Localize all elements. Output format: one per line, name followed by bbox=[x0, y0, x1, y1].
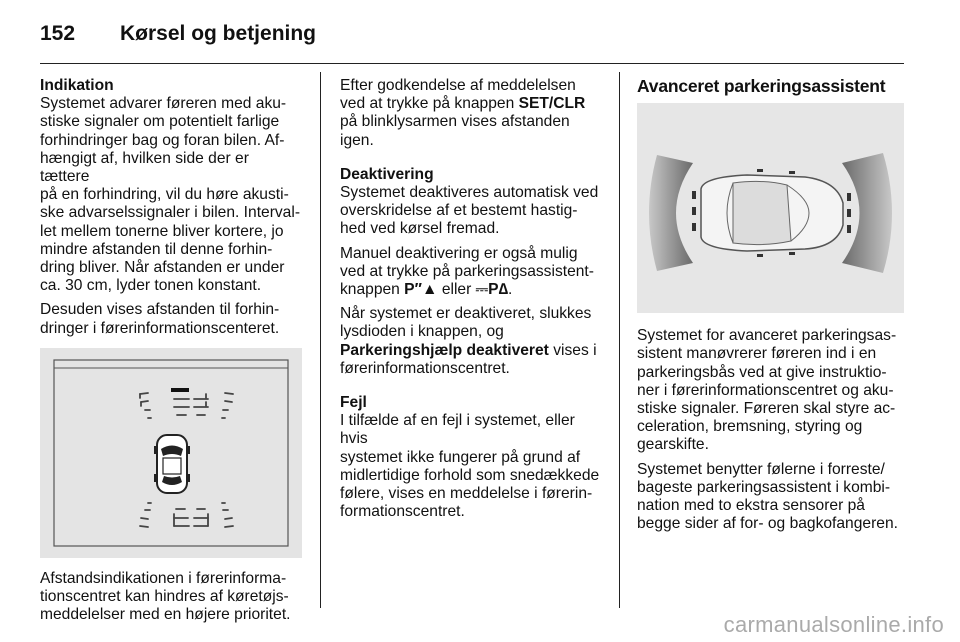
paragraph-led-off bbox=[340, 305, 605, 378]
paragraph-priority: Afstandsindikationen i førerinforma- tionscentret kan hindres af køretøjs- meddelelser med en højere prioritet. bbox=[40, 569, 291, 624]
paragraph-setclr bbox=[340, 77, 605, 150]
parking-assist-button-icon: P′′▲ bbox=[404, 281, 438, 299]
led-text-b: vises i førerinformationscentret. bbox=[340, 341, 597, 377]
manual-text-a: Manuel deaktivering er også mulig ved at trykke på parkeringsassistent- knappen bbox=[340, 244, 594, 299]
setclr-button-label: SET/CLR bbox=[518, 95, 586, 113]
car-top-view-icon bbox=[701, 175, 843, 251]
paragraph-sensors: Systemet benytter følerne i forreste/ bageste parkeringsassistent i kombi- nation med to ekstra sensorer på begge sider af for- og bagkofangeren. bbox=[637, 460, 898, 533]
heading-fejl: Fejl bbox=[340, 394, 367, 412]
column-3 bbox=[637, 77, 904, 539]
distance-display-illustration bbox=[40, 348, 302, 558]
heading-deaktivering: Deaktivering bbox=[340, 165, 434, 183]
paragraph-manual-deactivation bbox=[340, 245, 605, 300]
page-number: 152 bbox=[40, 22, 76, 45]
paragraph-auto-deactivation: Systemet deaktiveres automatisk ved overskridelse af et bestemt hastig- hed ved kørsel fremad. bbox=[340, 184, 599, 238]
parking-sensor-coverage-illustration bbox=[637, 103, 904, 313]
car-icon bbox=[154, 435, 190, 493]
paragraph-advanced-intro: Systemet for avanceret parkeringsas- sistent manøvrerer føreren ind i en parkeringsbås ved at give instruktio- ner i førerinformationscentret og aku- stiske signaler. Føreren skal styre ac- celeration, bremsning, styring og gearskifte. bbox=[637, 327, 897, 454]
manual-text-end: . bbox=[508, 281, 513, 299]
heading-indikation: Indikation bbox=[40, 77, 114, 94]
page-header bbox=[40, 18, 904, 62]
header-rule bbox=[40, 63, 904, 64]
watermark: carmanualsonline.info bbox=[723, 612, 944, 637]
setclr-text-b: på blinklysarmen vises afstanden igen. bbox=[340, 113, 570, 149]
paragraph-distance: Desuden vises afstanden til forhin- dringer i førerinformationscenteret. bbox=[40, 301, 280, 337]
column-divider-2 bbox=[619, 72, 620, 608]
column-divider-1 bbox=[320, 72, 321, 608]
paragraph-fault: I tilfælde af en fejl i systemet, eller hvis systemet ikke fungerer på grund af midlertidige forhold som snedækkede følere, vises en meddelelse i førerin- formationscentret. bbox=[340, 412, 600, 521]
advanced-parking-figure bbox=[637, 103, 904, 313]
distance-display-figure bbox=[40, 348, 302, 558]
chapter-title: Kørsel og betjening bbox=[120, 22, 317, 45]
deactivated-message-label: Parkeringshjælp deaktiveret bbox=[340, 341, 549, 359]
column-2 bbox=[340, 77, 605, 527]
column-1 bbox=[40, 77, 302, 630]
advanced-parking-button-icon: ⎓P∆ bbox=[475, 281, 509, 299]
paragraph-indikation: Systemet advarer føreren med aku- stiske signaler om potentielt farlige forhindringer bag og foran bilen. Af- hængigt af, hvilken side der er tættere på en forhindring, vil du høre akusti- ske advarselssignaler i bilen. Interval- let mellem tonerne bliver kortere, jo mindre afstanden til denne forhin- dring bliver. Når afstanden er under ca. 30 cm, lyder tonen konstant. bbox=[40, 95, 301, 295]
led-text-a: Når systemet er deaktiveret, slukkes lysdioden i knappen, og bbox=[340, 305, 592, 341]
manual-text-mid: eller bbox=[437, 281, 476, 299]
setclr-text-a: Efter godkendelse af meddelelsen ved at trykke på knappen bbox=[340, 77, 576, 113]
section-title-advanced-parking: Avanceret parkeringsassistent bbox=[637, 76, 886, 96]
